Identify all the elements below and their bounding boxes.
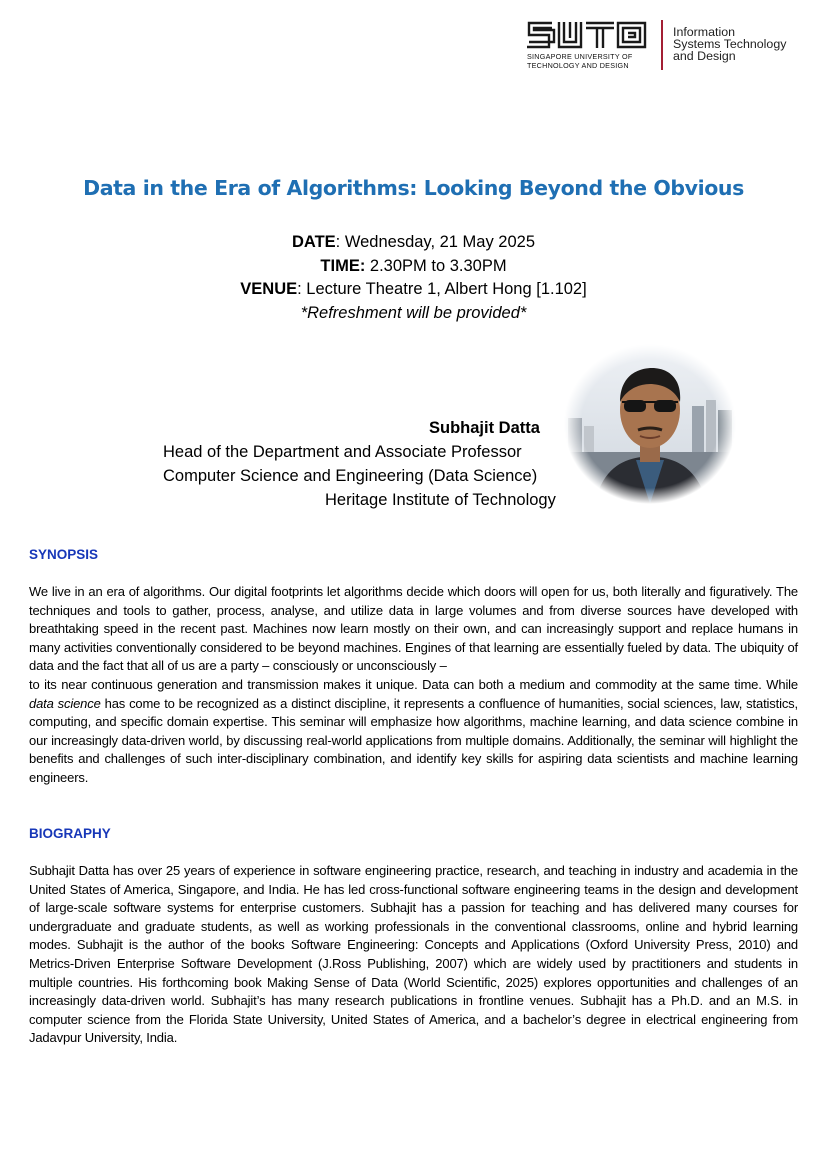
speaker-role: Head of the Department and Associate Professor: [163, 443, 522, 461]
pillar-line2: Systems Technology: [673, 37, 787, 52]
event-date: [0, 231, 827, 255]
pillar-name: [673, 26, 786, 63]
logo-divider: [661, 20, 663, 70]
refreshment-note: *Refreshment will be provided*: [300, 303, 527, 322]
speaker-institution: Heritage Institute of Technology: [325, 491, 556, 509]
synopsis-emphasis: data science: [29, 695, 101, 711]
biography-text: Subhajit Datta has over 25 years of experience in software engineering practice, research, and teaching in industry and academia in the United States of America, Singapore, and India. He has led cross-functional software engineering teams in the design and development of large-scale software systems for enterprise customers. Subhajit has a passion for teaching and has delivered many courses for undergraduate and graduate students, as well as working professionals in the conventional classrooms, online and hybrid learning modes. Subhajit is the author of the books Software Engineering: Concepts and Applications (Oxford University Press, 2010) and Metrics-Driven Enterprise Software Development (J.Ross Publishing, 2007) which are widely used by practitioners and students in multiple countries. His forthcoming book Making Sense of Data (World Scientific, 2025) explores opportunities and challenges of an increasingly data-driven world. Subhajit’s has many research publications in frontline venues. Subhajit has a Ph.D. and an M.S. in computer science from the Florida State University, United States of America, and a bachelor’s degree in electrical engineering from Jadavpur University, India.: [29, 863, 798, 1046]
sutd-isd-logo: [526, 20, 816, 72]
speaker-photo: [564, 344, 736, 504]
biography-heading: BIOGRAPHY: [29, 826, 111, 841]
synopsis-part2: to its near continuous generation and transmission makes it unique. Data can both a medium and commodity at the same time. While: [29, 676, 798, 692]
logo-subtitle-line1: SINGAPORE UNIVERSITY OF: [527, 52, 633, 61]
event-time: [0, 255, 827, 279]
time-value: 2.30PM to 3.30PM: [365, 256, 507, 275]
time-label: TIME:: [320, 256, 366, 275]
speaker-department: Computer Science and Engineering (Data Science): [163, 467, 538, 485]
pillar-line1: Information: [673, 25, 735, 39]
synopsis-text: [29, 583, 798, 788]
date-value: : Wednesday, 21 May 2025: [335, 233, 536, 251]
event-venue: [0, 278, 827, 302]
venue-value: : Lecture Theatre 1, Albert Hong [1.102]: [297, 280, 587, 298]
page-title: Data in the Era of Algorithms: Looking Beyond the Obvious: [83, 176, 744, 200]
logo-subtitle-line2: TECHNOLOGY AND DESIGN: [527, 60, 629, 70]
date-label: DATE: [291, 233, 336, 251]
pillar-line3: and Design: [673, 49, 736, 64]
logo-subtitle: [527, 53, 632, 70]
speaker-name: Subhajit Datta: [429, 419, 540, 437]
synopsis-part1: We live in an era of algorithms. Our digital footprints let algorithms decide which doors will open for us, both literally and figuratively. The techniques and tools to gather, process, analyse, and utilize data in large volumes and from diverse sources have developed with breathtaking speed in the recent past. Machines now learn mostly on their own, and can increasingly support and replace humans in many activities conventionally considered to be beyond machines. Engines of that learning are essentially fueled by data. The ubiquity of data and the fact that all of us are a party – consciously or unconsciously –: [29, 584, 798, 674]
synopsis-heading: SYNOPSIS: [29, 547, 99, 562]
venue-label: VENUE: [240, 280, 298, 298]
event-details: [0, 231, 827, 325]
sutd-wordmark-icon: [526, 20, 648, 50]
synopsis-part3: has come to be recognized as a distinct discipline, it represents a confluence of humanities, social sciences, law, statistics, computing, and specific domain expertise. This seminar will emphasize how algorithms, machine learning, and data science combine in our increasingly data-driven world, by discussing real-world applications from multiple domains. Additionally, the seminar will highlight the benefits and challenges of such inter-disciplinary combination, and identify key skills for aspiring data scientists and machine learning engineers.: [29, 695, 798, 785]
